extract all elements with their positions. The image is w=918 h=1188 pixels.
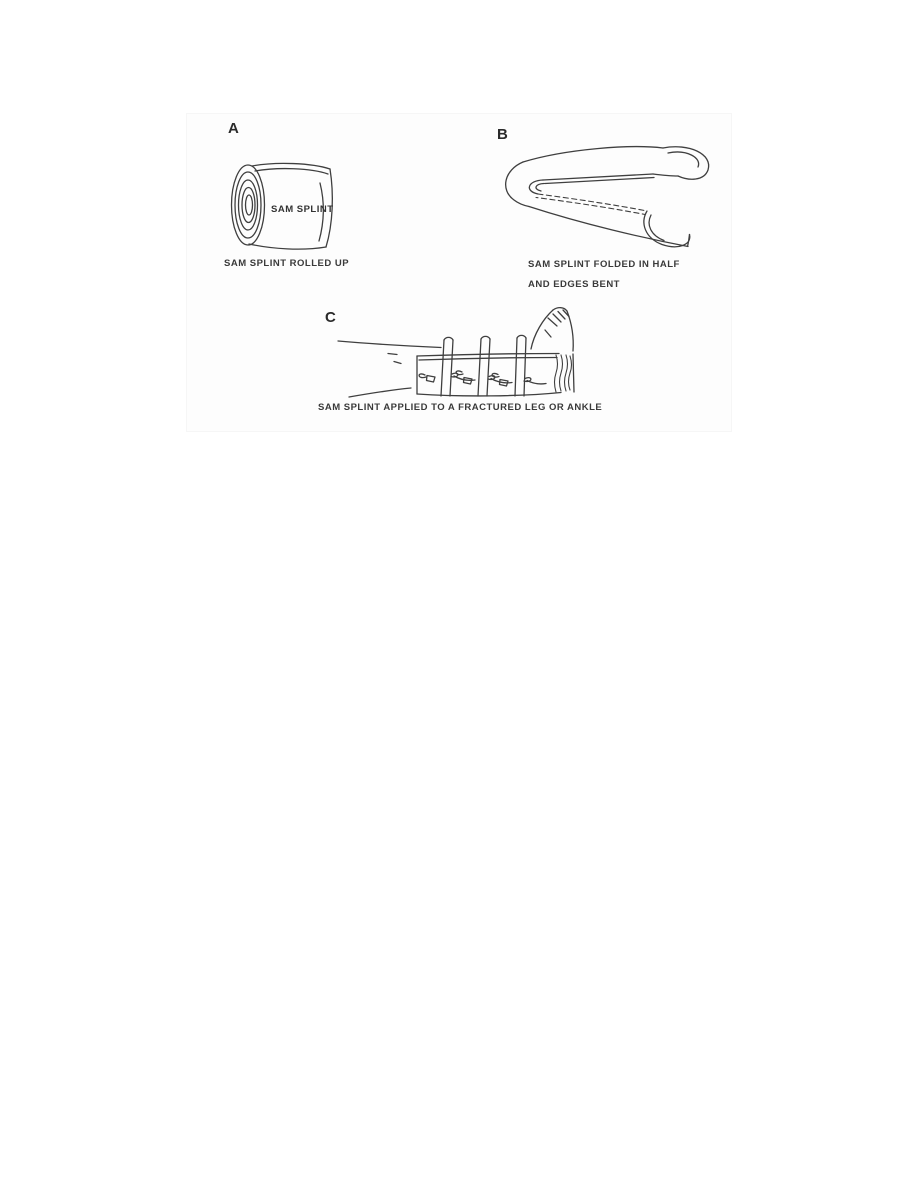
- figure-b-letter: B: [497, 126, 509, 143]
- rolled-splint-drawing-icon: [216, 156, 341, 256]
- folded-splint-drawing-icon: [491, 136, 721, 256]
- figure-a-letter: A: [228, 120, 240, 137]
- splinted-leg-drawing-icon: [331, 304, 586, 409]
- figure-a-caption: SAM SPLINT ROLLED UP: [224, 258, 350, 269]
- figure-panel: [186, 113, 732, 432]
- figure-b-caption-line2: AND EDGES BENT: [528, 279, 620, 290]
- figure-b-caption: [528, 255, 680, 295]
- figure-b-caption-line1: SAM SPLINT FOLDED IN HALF: [528, 259, 680, 270]
- roll-label: SAM SPLINT: [271, 204, 334, 215]
- figure-c-letter: C: [325, 309, 337, 326]
- figure-c-caption: SAM SPLINT APPLIED TO A FRACTURED LEG OR ANKLE: [318, 402, 603, 413]
